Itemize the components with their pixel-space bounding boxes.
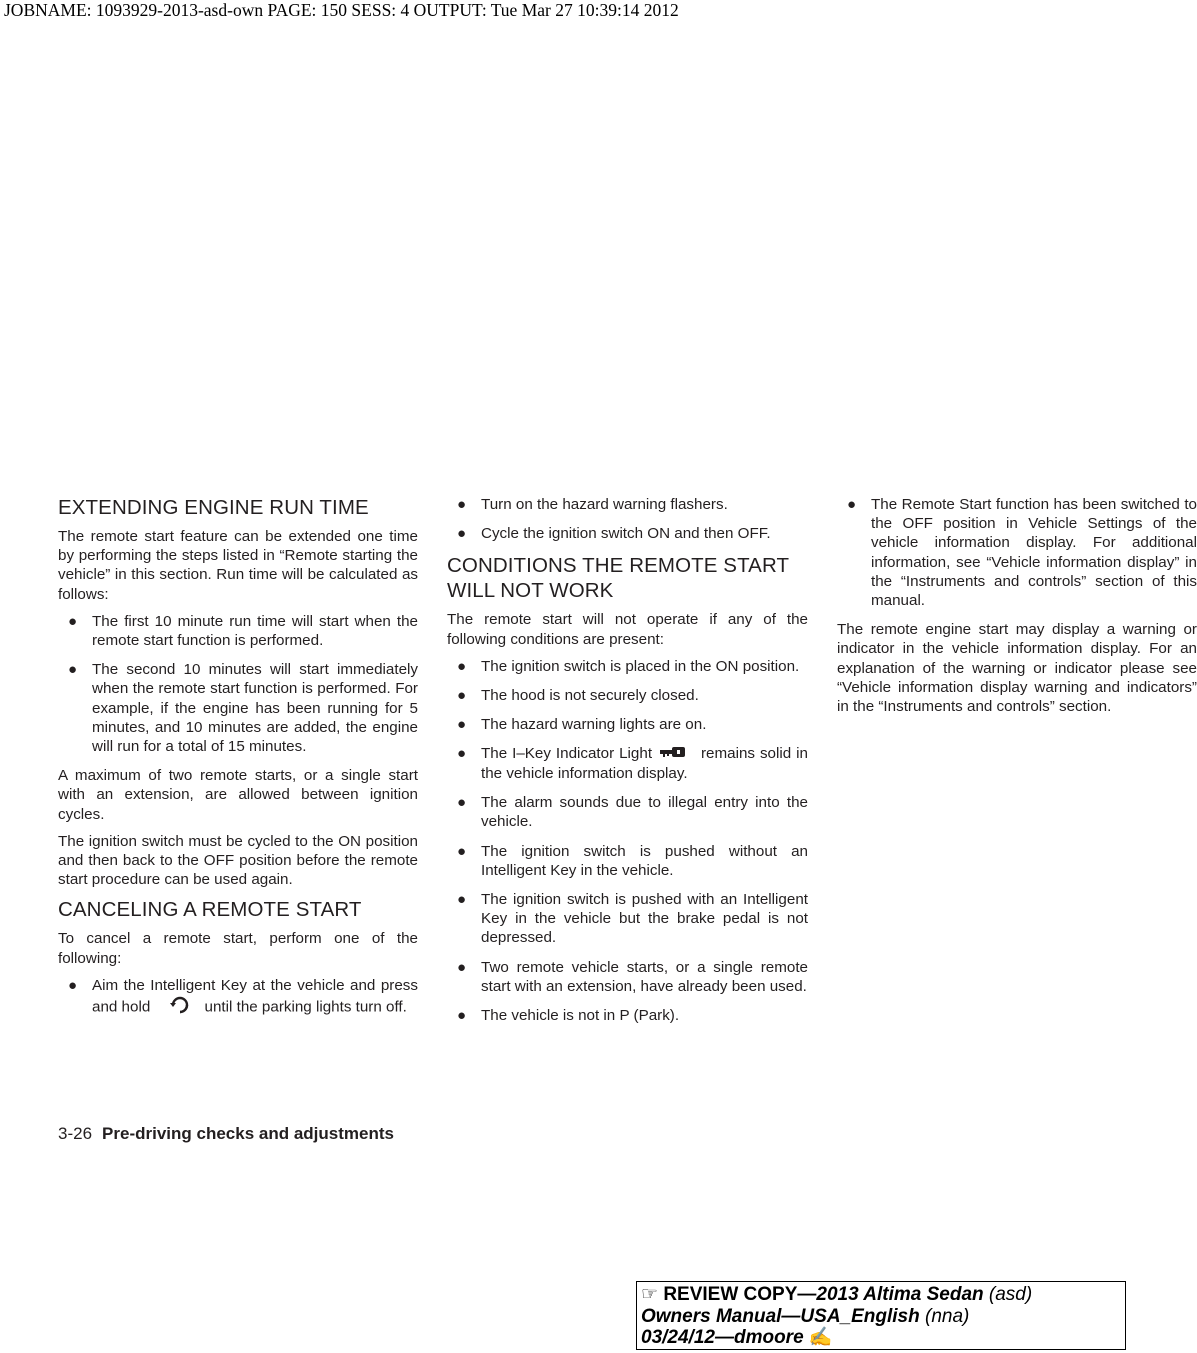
remote-start-icon xyxy=(169,995,191,1020)
bullet-icon: ● xyxy=(847,496,857,513)
list-item xyxy=(447,715,808,734)
list-item-text: The second 10 minutes will start immediately when the remote start function is performed. For example, if the engine has been running for 5 minutes, and 10 minutes are added, the engine will run for a total of 15 minutes. xyxy=(92,661,418,756)
list-item-text: The first 10 minute run time will start when the remote start function is performed. xyxy=(92,612,418,650)
section-title: Pre-driving checks and adjustments xyxy=(102,1124,394,1143)
list-item-text: Aim the Intelligent Key at the vehicle and press and hold xyxy=(92,976,418,1016)
bullet-icon: ● xyxy=(457,745,467,763)
list-item-text: The alarm sounds due to illegal entry into the vehicle. xyxy=(481,794,808,831)
bullet-icon: ● xyxy=(457,687,467,705)
column-1 xyxy=(58,495,418,1030)
list-item-text: Cycle the ignition switch ON and then OFF. xyxy=(481,525,771,543)
list-item xyxy=(447,686,808,705)
bullet-icon: ● xyxy=(457,958,467,976)
writing-hand-icon: ✍ xyxy=(808,1327,833,1348)
bullet-icon: ● xyxy=(457,716,467,734)
review-model-code: (asd) xyxy=(988,1284,1033,1305)
page-footer xyxy=(58,1124,394,1144)
review-manual-code: (nna) xyxy=(925,1305,970,1327)
bullet-icon: ● xyxy=(457,891,467,909)
i-key-indicator-icon xyxy=(659,745,687,764)
bullet-icon: ● xyxy=(457,794,467,812)
column-3 xyxy=(837,495,1197,724)
heading-extending-engine-run-time: EXTENDING ENGINE RUN TIME xyxy=(58,496,369,519)
heading-canceling-remote-start: CANCELING A REMOTE START xyxy=(58,898,362,922)
bullet-icon: ● xyxy=(457,496,467,513)
list-item xyxy=(447,657,808,676)
job-header: JOBNAME: 1093929-2013-asd-own PAGE: 150 SESS: 4 OUTPUT: Tue Mar 27 10:39:14 2012 xyxy=(4,0,679,20)
page-number: 3-26 xyxy=(58,1124,93,1143)
list-item xyxy=(447,958,808,996)
list-item-text: The hood is not securely closed. xyxy=(481,687,699,705)
bullet-icon: ● xyxy=(457,842,467,860)
list-item-text: The Remote Start function has been switched to the OFF position in Vehicle Settings of the vehicle information display. For additional information, see “Vehicle information display” in the “Instruments and controls” section of this manual. xyxy=(871,496,1197,610)
list-item xyxy=(58,660,418,756)
list-item xyxy=(447,1006,808,1025)
list-item-text: Two remote vehicle starts, or a single remote start with an extension, have already been used. xyxy=(481,958,808,995)
list-item xyxy=(447,744,808,783)
paragraph: The remote start feature can be extended one time by performing the steps listed in “Remote starting the vehicle” in this section. Run time will be calculated as follows: xyxy=(58,528,418,603)
bullet-icon: ● xyxy=(68,661,78,679)
bullet-list xyxy=(58,976,418,1020)
bullet-icon: ● xyxy=(68,612,78,630)
list-item-text: Turn on the hazard warning flashers. xyxy=(481,496,728,513)
review-line-1 xyxy=(641,1284,1125,1306)
bullet-list xyxy=(447,495,808,543)
list-item xyxy=(837,495,1197,610)
list-item-text: The I–Key Indicator Light xyxy=(481,745,653,763)
bullet-icon: ● xyxy=(457,1007,467,1025)
bullet-icon: ● xyxy=(457,657,467,675)
review-label: REVIEW COPY— xyxy=(663,1284,817,1305)
review-copy-box xyxy=(636,1281,1126,1350)
review-manual: Owners Manual—USA_English xyxy=(641,1305,920,1327)
list-item xyxy=(447,524,808,543)
bullet-icon: ● xyxy=(68,976,78,994)
list-item-text: The hazard warning lights are on. xyxy=(481,716,707,734)
list-item xyxy=(447,890,808,948)
review-date: 03/24/12—dmoore xyxy=(641,1327,804,1348)
bullet-list xyxy=(58,612,418,756)
list-item-text: until the parking lights turn off. xyxy=(204,998,407,1016)
paragraph: A maximum of two remote starts, or a single start with an extension, are allowed between ignition cycles. xyxy=(58,767,418,823)
list-item xyxy=(447,793,808,831)
list-item-text: The ignition switch is pushed with an Intelligent Key in the vehicle but the brake pedal is not depressed. xyxy=(481,891,808,947)
list-item-text: The ignition switch is placed in the ON position. xyxy=(481,657,800,675)
review-model: 2013 Altima Sedan xyxy=(816,1284,984,1305)
paragraph: To cancel a remote start, perform one of the following: xyxy=(58,930,418,967)
list-item-text: remains solid in the vehicle information display. xyxy=(481,745,808,782)
pointing-hand-icon: ☞ xyxy=(641,1284,659,1305)
list-item xyxy=(58,976,418,1020)
paragraph: The remote start will not operate if any of the following conditions are present: xyxy=(447,611,808,648)
column-2 xyxy=(447,495,808,1035)
list-item-text: The vehicle is not in P (Park). xyxy=(481,1007,680,1025)
heading-conditions-remote-start: CONDITIONS THE REMOTE START WILL NOT WORK xyxy=(447,554,789,603)
bullet-list xyxy=(837,495,1197,610)
paragraph: The remote engine start may display a warning or indicator in the vehicle information display. For an explanation of the warning or indicator please see “Vehicle information display warning and indicators” in the “Instruments and controls” section. xyxy=(837,621,1197,716)
review-line-3 xyxy=(641,1327,1125,1349)
review-line-2 xyxy=(641,1306,1125,1328)
bullet-icon: ● xyxy=(457,525,467,543)
bullet-list xyxy=(447,657,808,1025)
list-item-text: The ignition switch is pushed without an Intelligent Key in the vehicle. xyxy=(481,842,808,879)
paragraph: The ignition switch must be cycled to the ON position and then back to the OFF position before the remote start procedure can be used again. xyxy=(58,832,418,889)
list-item xyxy=(447,842,808,880)
list-item xyxy=(447,495,808,514)
list-item xyxy=(58,612,418,650)
